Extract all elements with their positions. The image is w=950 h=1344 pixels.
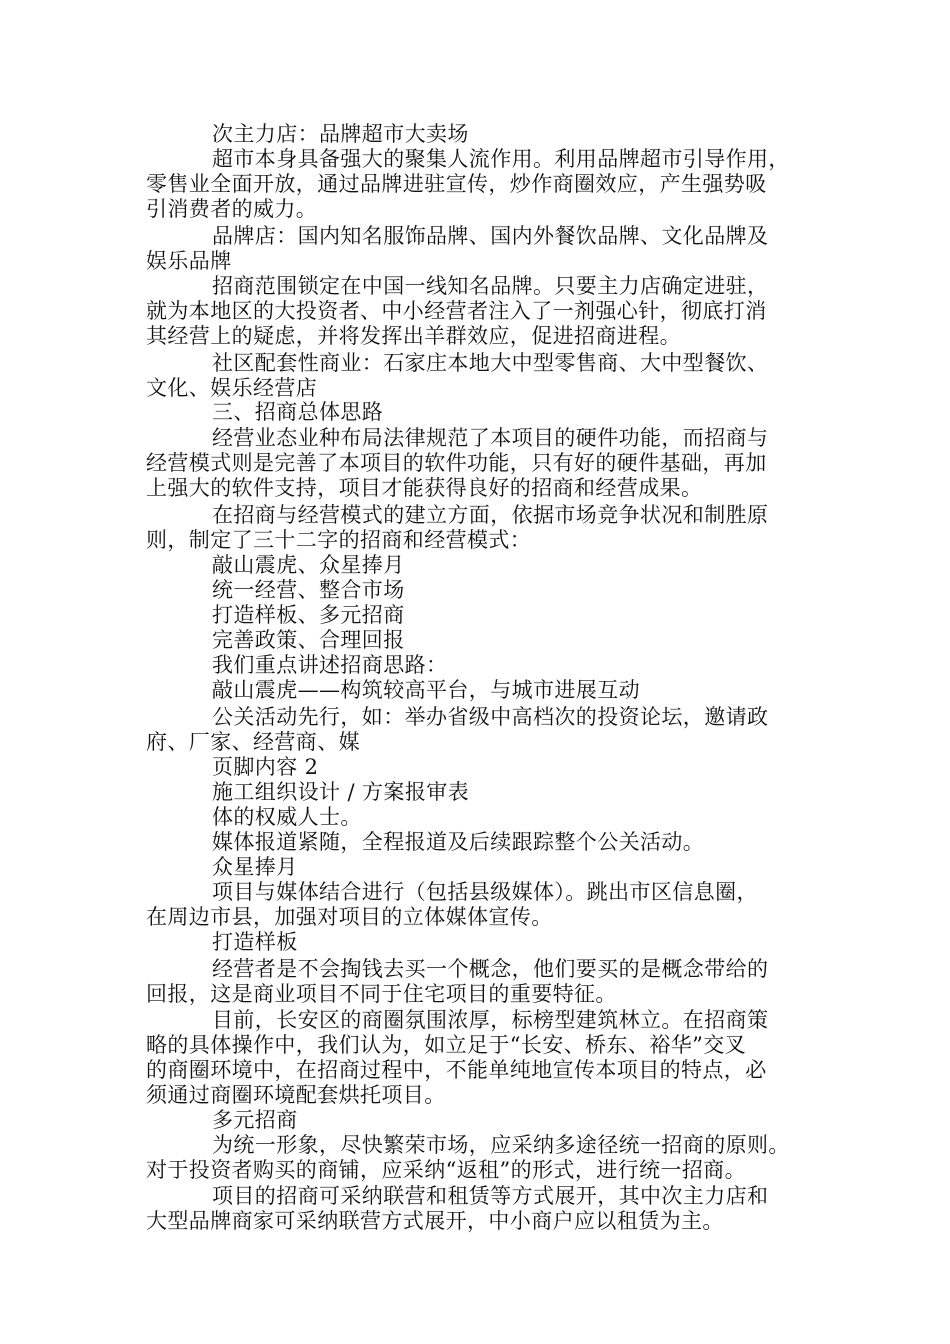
text-line: 多元招商	[212, 1108, 298, 1132]
text-line: 为统一形象，尽快繁荣市场，应采纳多途径统一招商的原则。	[212, 1133, 790, 1157]
text-line: 上强大的软件支持，项目才能获得良好的招商和经营成果。	[146, 476, 703, 500]
text-line: 完善政策、合理回报	[212, 628, 405, 652]
page-footer: 页脚内容 2	[212, 755, 319, 779]
text-line: 的商圈环境中，在招商过程中，不能单纯地宣传本项目的特点，必	[146, 1058, 767, 1082]
text-line: 零售业全面开放，通过品牌进驻宣传，炒作商圈效应，产生强势吸	[146, 172, 767, 196]
text-line: 我们重点讲述招商思路：	[212, 653, 448, 677]
text-line: 次主力店：品牌超市大卖场	[212, 122, 469, 146]
text-line: 项目与媒体结合进行（包括县级媒体）。跳出市区信息圈，	[212, 880, 758, 904]
text-line: 略的具体操作中，我们认为，如立足于“长安、桥东、裕华”交叉	[146, 1033, 747, 1057]
text-line: 对于投资者购买的商铺，应采纳“返租”的形式，进行统一招商。	[146, 1158, 747, 1182]
text-line: 品牌店：国内知名服饰品牌、国内外餐饮品牌、文化品牌及	[212, 224, 769, 248]
text-line: 敲山震虎——构筑较高平台，与城市进展互动	[212, 678, 640, 702]
text-line: 体的权威人士。	[212, 805, 362, 829]
text-line: 娱乐品牌	[146, 249, 232, 273]
text-line: 大型品牌商家可采纳联营方式展开，中小商户应以租赁为主。	[146, 1209, 724, 1233]
text-line: 其经营上的疑虑，并将发挥出羊群效应，促进招商进程。	[146, 324, 681, 348]
text-line: 在招商与经营模式的建立方面，依据市场竞争状况和制胜原	[212, 503, 769, 527]
text-line: 超市本身具备强大的聚集人流作用。利用品牌超市引导作用，	[212, 147, 790, 171]
form-title: 施工组织设计 / 方案报审表	[212, 780, 470, 804]
text-line: 众星捧月	[212, 855, 298, 879]
section-heading: 三、招商总体思路	[212, 400, 384, 424]
text-line: 文化、娱乐经营店	[146, 376, 318, 400]
text-line: 打造样板	[212, 930, 298, 954]
text-line: 在周边市县，加强对项目的立体媒体宣传。	[146, 905, 553, 929]
text-line: 须通过商圈环境配套烘托项目。	[146, 1083, 446, 1107]
text-line: 引消费者的威力。	[146, 197, 318, 221]
text-line: 经营者是不会掏钱去买一个概念，他们要买的是概念带给的	[212, 957, 769, 981]
text-line: 项目的招商可采纳联营和租赁等方式展开，其中次主力店和	[212, 1184, 769, 1208]
text-line: 府、厂家、经营商、媒	[146, 730, 360, 754]
text-line: 统一经营、整合市场	[212, 578, 405, 602]
text-line: 打造样板、多元招商	[212, 603, 405, 627]
text-line: 就为本地区的大投资者、中小经营者注入了一剂强心针，彻底打消	[146, 299, 767, 323]
text-line: 经营业态业种布局法律规范了本项目的硬件功能，而招商与	[212, 426, 769, 450]
text-line: 招商范围锁定在中国一线知名品牌。只要主力店确定进驻，	[212, 274, 769, 298]
text-line: 经营模式则是完善了本项目的软件功能，只有好的硬件基础，再加	[146, 451, 767, 475]
text-line: 回报，这是商业项目不同于住宅项目的重要特征。	[146, 982, 617, 1006]
text-line: 敲山震虎、众星捧月	[212, 553, 405, 577]
text-line: 则，制定了三十二字的招商和经营模式：	[146, 528, 532, 552]
text-line: 目前，长安区的商圈氛围浓厚，标榜型建筑林立。在招商策	[212, 1008, 769, 1032]
text-line: 社区配套性商业：石家庄本地大中型零售商、大中型餐饮、	[212, 351, 769, 375]
text-line: 媒体报道紧随，全程报道及后续跟踪整个公关活动。	[212, 830, 705, 854]
text-line: 公关活动先行，如：举办省级中高档次的投资论坛，邀请政	[212, 705, 769, 729]
